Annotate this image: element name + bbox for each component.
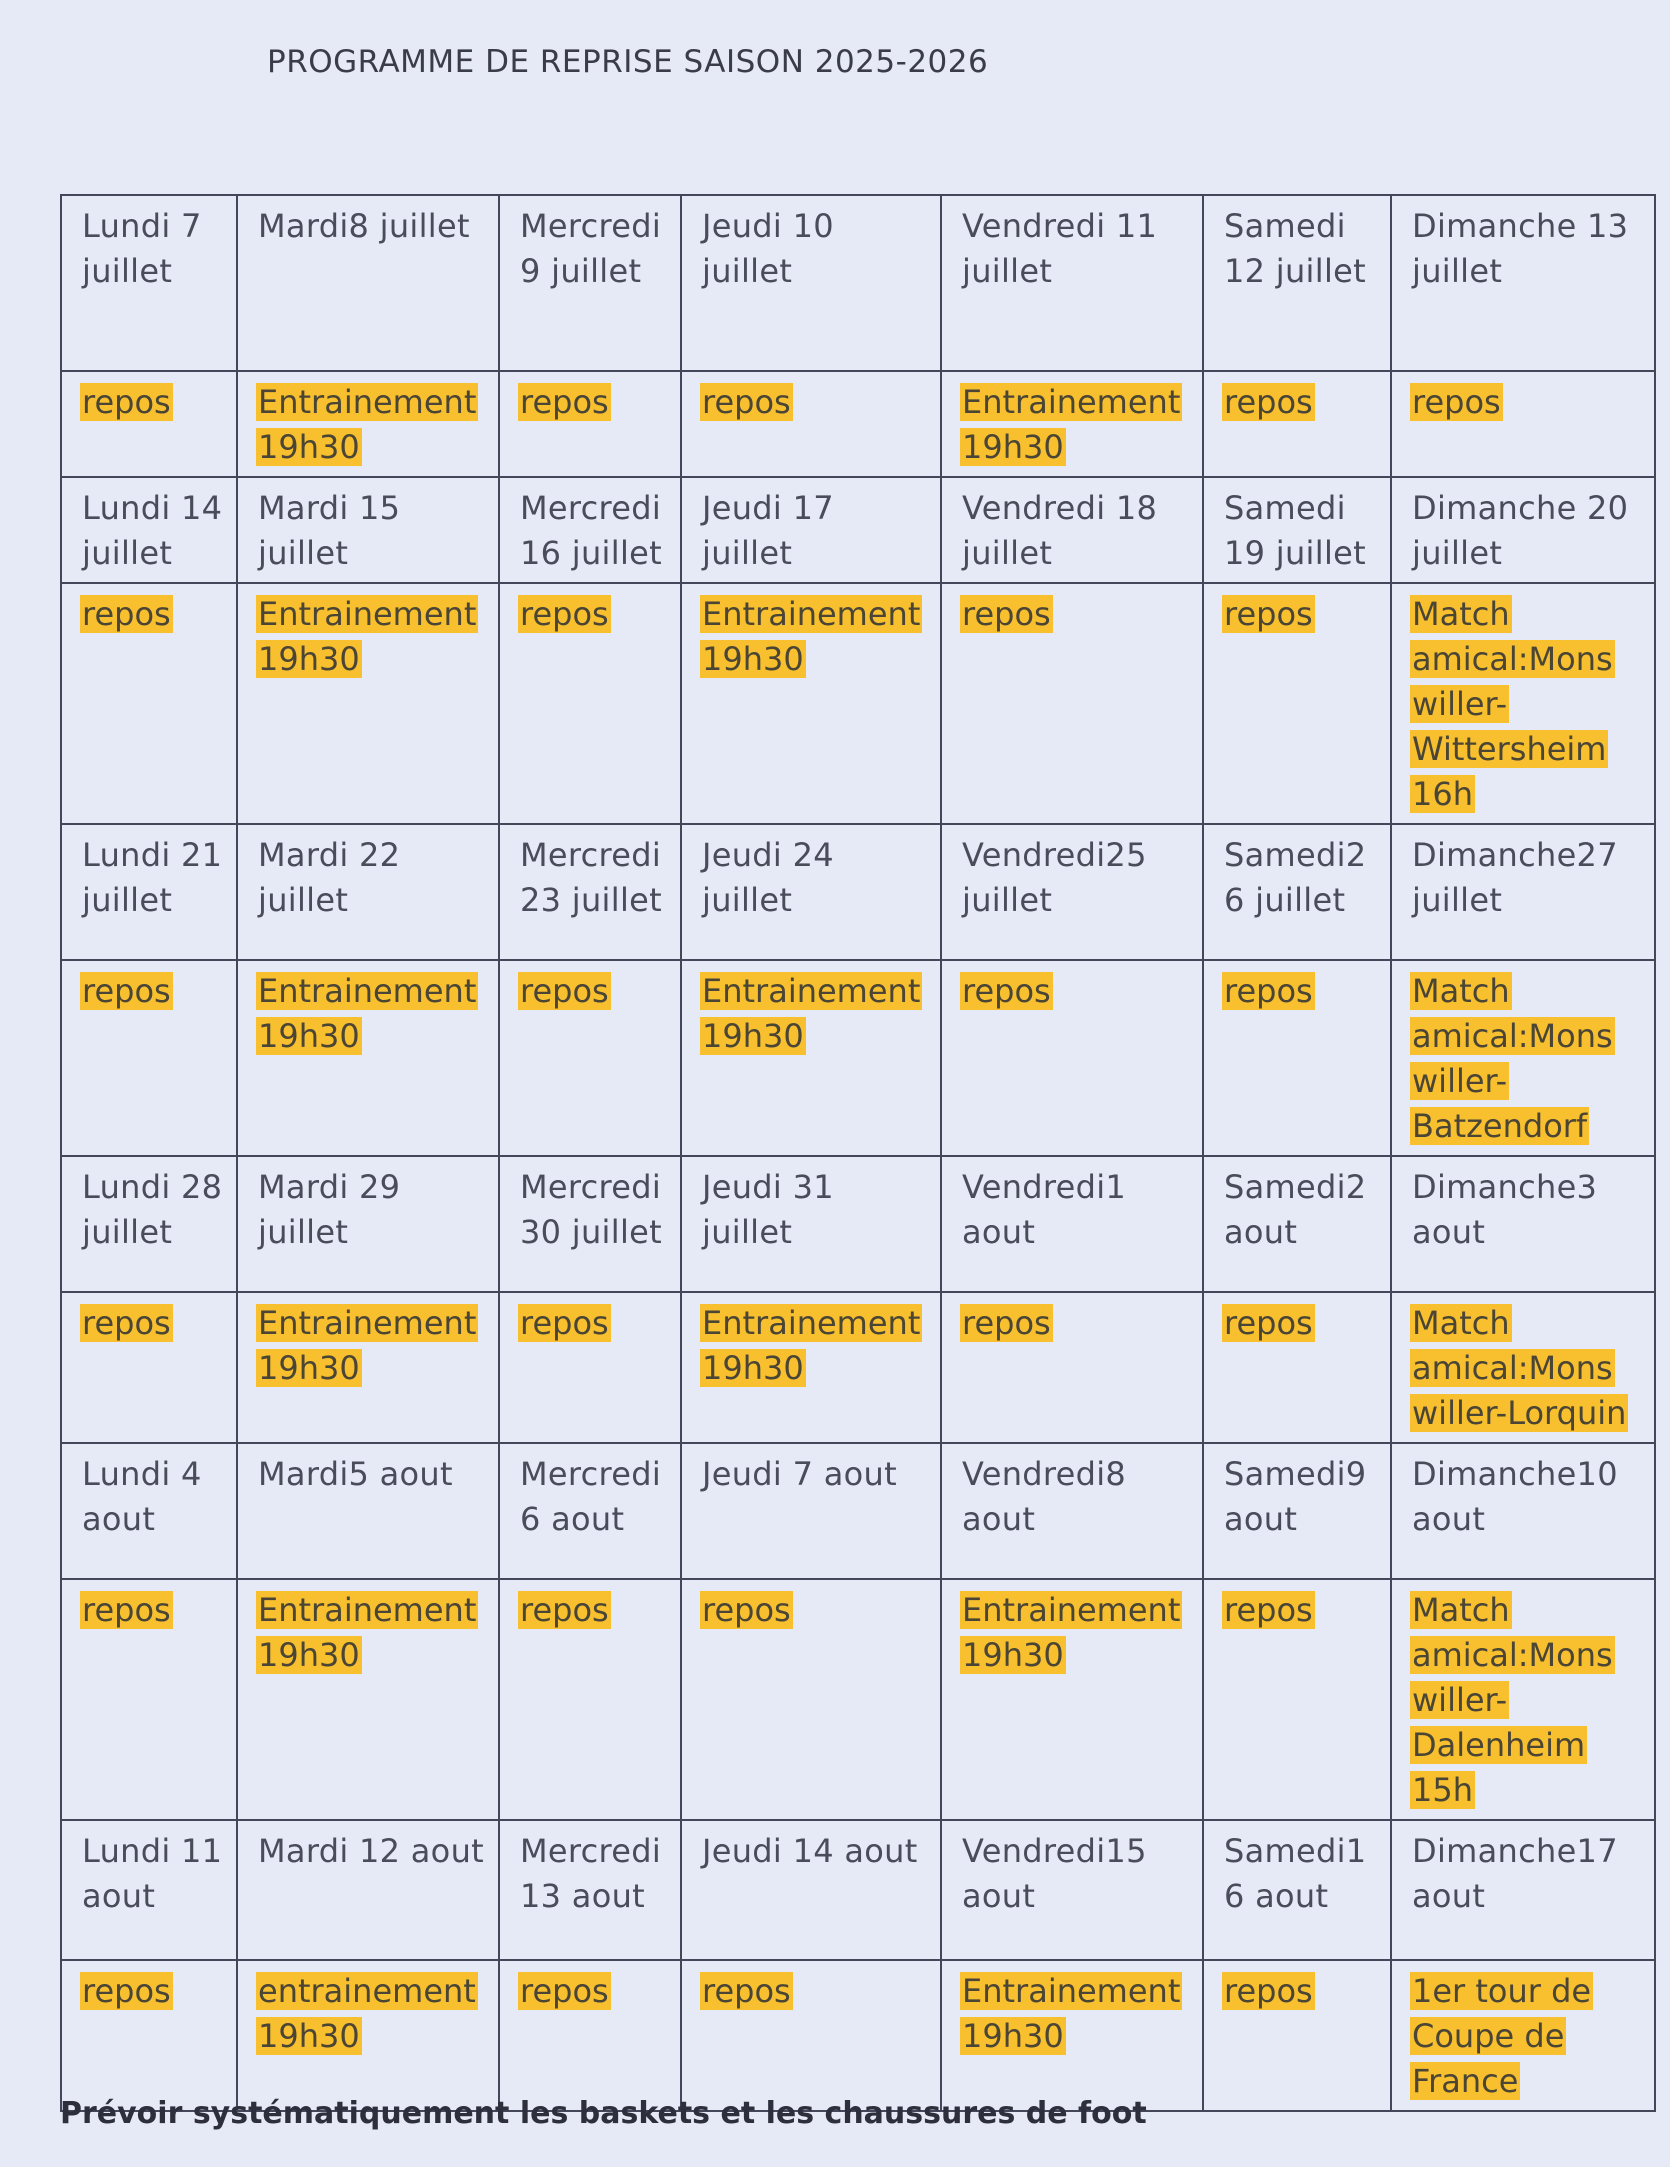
day-cell: Lundi 14 juillet <box>61 477 237 583</box>
day-cell: Samedi2 6 juillet <box>1203 824 1391 960</box>
day-cell: Mardi 12 aout <box>237 1820 499 1960</box>
activity-cell <box>941 1960 1203 2111</box>
activity-cell <box>499 1579 681 1820</box>
activity-label: repos <box>82 383 171 421</box>
activity-cell <box>1391 583 1655 824</box>
activity-label: repos <box>1412 383 1501 421</box>
day-cell: Vendredi 18 juillet <box>941 477 1203 583</box>
activity-label: repos <box>1224 383 1313 421</box>
activity-cell <box>237 1960 499 2111</box>
day-cell: Vendredi 11 juillet <box>941 195 1203 371</box>
day-row <box>61 1443 1655 1579</box>
activity-label: repos <box>520 1591 609 1629</box>
activity-label: repos <box>82 972 171 1010</box>
activity-cell <box>237 1292 499 1443</box>
activity-label: repos <box>82 1304 171 1342</box>
day-cell: Dimanche17 aout <box>1391 1820 1655 1960</box>
activity-cell <box>1203 371 1391 477</box>
day-row <box>61 1820 1655 1960</box>
activity-cell <box>499 1292 681 1443</box>
day-cell: Vendredi15 aout <box>941 1820 1203 1960</box>
activity-label: Match amical:Mons willer-Wittersheim 16h <box>1412 595 1613 813</box>
activity-cell <box>681 1960 941 2111</box>
activity-label: repos <box>702 1591 791 1629</box>
activity-cell <box>1391 1292 1655 1443</box>
day-cell: Samedi9 aout <box>1203 1443 1391 1579</box>
day-cell: Mercredi 30 juillet <box>499 1156 681 1292</box>
day-cell: Samedi2 aout <box>1203 1156 1391 1292</box>
day-cell: Vendredi25 juillet <box>941 824 1203 960</box>
day-cell: Jeudi 31 juillet <box>681 1156 941 1292</box>
activity-cell <box>681 1292 941 1443</box>
day-cell: Jeudi 7 aout <box>681 1443 941 1579</box>
day-cell: Dimanche10 aout <box>1391 1443 1655 1579</box>
activity-label: repos <box>1224 1972 1313 2010</box>
activity-row <box>61 1579 1655 1820</box>
activity-cell <box>1391 371 1655 477</box>
activity-label: repos <box>1224 1304 1313 1342</box>
activity-label: Entrainement 19h30 <box>702 1304 921 1387</box>
activity-cell <box>499 1960 681 2111</box>
activity-label: repos <box>962 972 1051 1010</box>
activity-label: repos <box>1224 1591 1313 1629</box>
activity-label: repos <box>520 383 609 421</box>
page-title: PROGRAMME DE REPRISE SAISON 2025-2026 <box>267 44 989 80</box>
day-cell: Samedi1 6 aout <box>1203 1820 1391 1960</box>
activity-cell <box>681 1579 941 1820</box>
activity-cell <box>1203 1960 1391 2111</box>
activity-cell <box>237 1579 499 1820</box>
activity-label: repos <box>520 595 609 633</box>
activity-cell <box>941 960 1203 1156</box>
activity-cell <box>1203 960 1391 1156</box>
day-cell: Mardi5 aout <box>237 1443 499 1579</box>
activity-cell <box>61 960 237 1156</box>
day-row <box>61 195 1655 371</box>
day-cell: Dimanche3 aout <box>1391 1156 1655 1292</box>
day-cell: Lundi 7 juillet <box>61 195 237 371</box>
day-cell: Lundi 21 juillet <box>61 824 237 960</box>
activity-label: repos <box>962 1304 1051 1342</box>
day-cell: Lundi 4 aout <box>61 1443 237 1579</box>
day-cell: Mercredi 16 juillet <box>499 477 681 583</box>
day-cell: Dimanche27 juillet <box>1391 824 1655 960</box>
activity-label: Entrainement 19h30 <box>702 595 921 678</box>
day-cell: Dimanche 20 juillet <box>1391 477 1655 583</box>
activity-cell <box>681 371 941 477</box>
activity-label: repos <box>82 595 171 633</box>
activity-label: Entrainement 19h30 <box>258 1591 477 1674</box>
activity-label: entrainement 19h30 <box>258 1972 476 2055</box>
day-cell: Jeudi 14 aout <box>681 1820 941 1960</box>
day-cell: Mardi 15 juillet <box>237 477 499 583</box>
activity-label: Entrainement 19h30 <box>258 595 477 678</box>
activity-cell <box>61 1579 237 1820</box>
day-cell: Samedi 19 juillet <box>1203 477 1391 583</box>
activity-label: Entrainement 19h30 <box>258 1304 477 1387</box>
day-cell: Dimanche 13 juillet <box>1391 195 1655 371</box>
day-cell: Lundi 11 aout <box>61 1820 237 1960</box>
day-cell: Vendredi1 aout <box>941 1156 1203 1292</box>
activity-cell <box>61 1960 237 2111</box>
activity-label: Match amical:Mons willer-Dalenheim 15h <box>1412 1591 1613 1809</box>
activity-row <box>61 960 1655 1156</box>
day-cell: Mercredi 23 juillet <box>499 824 681 960</box>
activity-label: repos <box>520 1972 609 2010</box>
day-cell: Vendredi8 aout <box>941 1443 1203 1579</box>
day-cell: Samedi 12 juillet <box>1203 195 1391 371</box>
activity-cell <box>237 371 499 477</box>
activity-cell <box>1203 583 1391 824</box>
activity-cell <box>237 583 499 824</box>
activity-cell <box>499 371 681 477</box>
footer-note: Prévoir systématiquement les baskets et les chaussures de foot <box>60 2096 1147 2131</box>
day-cell: Jeudi 17 juillet <box>681 477 941 583</box>
activity-label: repos <box>702 383 791 421</box>
activity-label: repos <box>82 1591 171 1629</box>
activity-label: Entrainement 19h30 <box>962 1591 1181 1674</box>
activity-label: repos <box>1224 595 1313 633</box>
activity-cell <box>941 1292 1203 1443</box>
activity-cell <box>61 1292 237 1443</box>
schedule-table <box>60 194 1656 2112</box>
activity-label: repos <box>520 972 609 1010</box>
day-row <box>61 824 1655 960</box>
activity-label: repos <box>1224 972 1313 1010</box>
activity-label: Entrainement 19h30 <box>258 972 477 1055</box>
activity-cell <box>941 1579 1203 1820</box>
activity-label: Match amical:Mons willer-Batzendorf <box>1412 972 1613 1145</box>
activity-label: repos <box>520 1304 609 1342</box>
activity-cell <box>1391 1579 1655 1820</box>
activity-row <box>61 371 1655 477</box>
activity-label: Match amical:Mons willer-Lorquin <box>1412 1304 1627 1432</box>
activity-cell <box>499 583 681 824</box>
day-cell: Mardi 29 juillet <box>237 1156 499 1292</box>
activity-cell <box>61 371 237 477</box>
activity-cell <box>681 583 941 824</box>
activity-cell <box>941 583 1203 824</box>
activity-cell <box>1391 960 1655 1156</box>
day-cell: Mardi 22 juillet <box>237 824 499 960</box>
activity-label: repos <box>82 1972 171 2010</box>
activity-label: 1er tour de Coupe de France <box>1412 1972 1592 2100</box>
activity-label: Entrainement 19h30 <box>962 1972 1181 2055</box>
activity-cell <box>1203 1579 1391 1820</box>
day-cell: Jeudi 24 juillet <box>681 824 941 960</box>
activity-cell <box>681 960 941 1156</box>
activity-label: Entrainement 19h30 <box>702 972 921 1055</box>
activity-cell <box>499 960 681 1156</box>
activity-cell <box>1203 1292 1391 1443</box>
day-cell: Mardi8 juillet <box>237 195 499 371</box>
day-cell: Lundi 28 juillet <box>61 1156 237 1292</box>
day-cell: Mercredi 6 aout <box>499 1443 681 1579</box>
day-row <box>61 1156 1655 1292</box>
day-cell: Jeudi 10 juillet <box>681 195 941 371</box>
activity-label: Entrainement 19h30 <box>962 383 1181 466</box>
activity-label: Entrainement 19h30 <box>258 383 477 466</box>
activity-cell <box>1391 1960 1655 2111</box>
activity-label: repos <box>702 1972 791 2010</box>
activity-label: repos <box>962 595 1051 633</box>
activity-row <box>61 1960 1655 2111</box>
activity-cell <box>61 583 237 824</box>
activity-row <box>61 1292 1655 1443</box>
day-row <box>61 477 1655 583</box>
activity-cell <box>237 960 499 1156</box>
activity-row <box>61 583 1655 824</box>
day-cell: Mercredi 9 juillet <box>499 195 681 371</box>
day-cell: Mercredi 13 aout <box>499 1820 681 1960</box>
activity-cell <box>941 371 1203 477</box>
